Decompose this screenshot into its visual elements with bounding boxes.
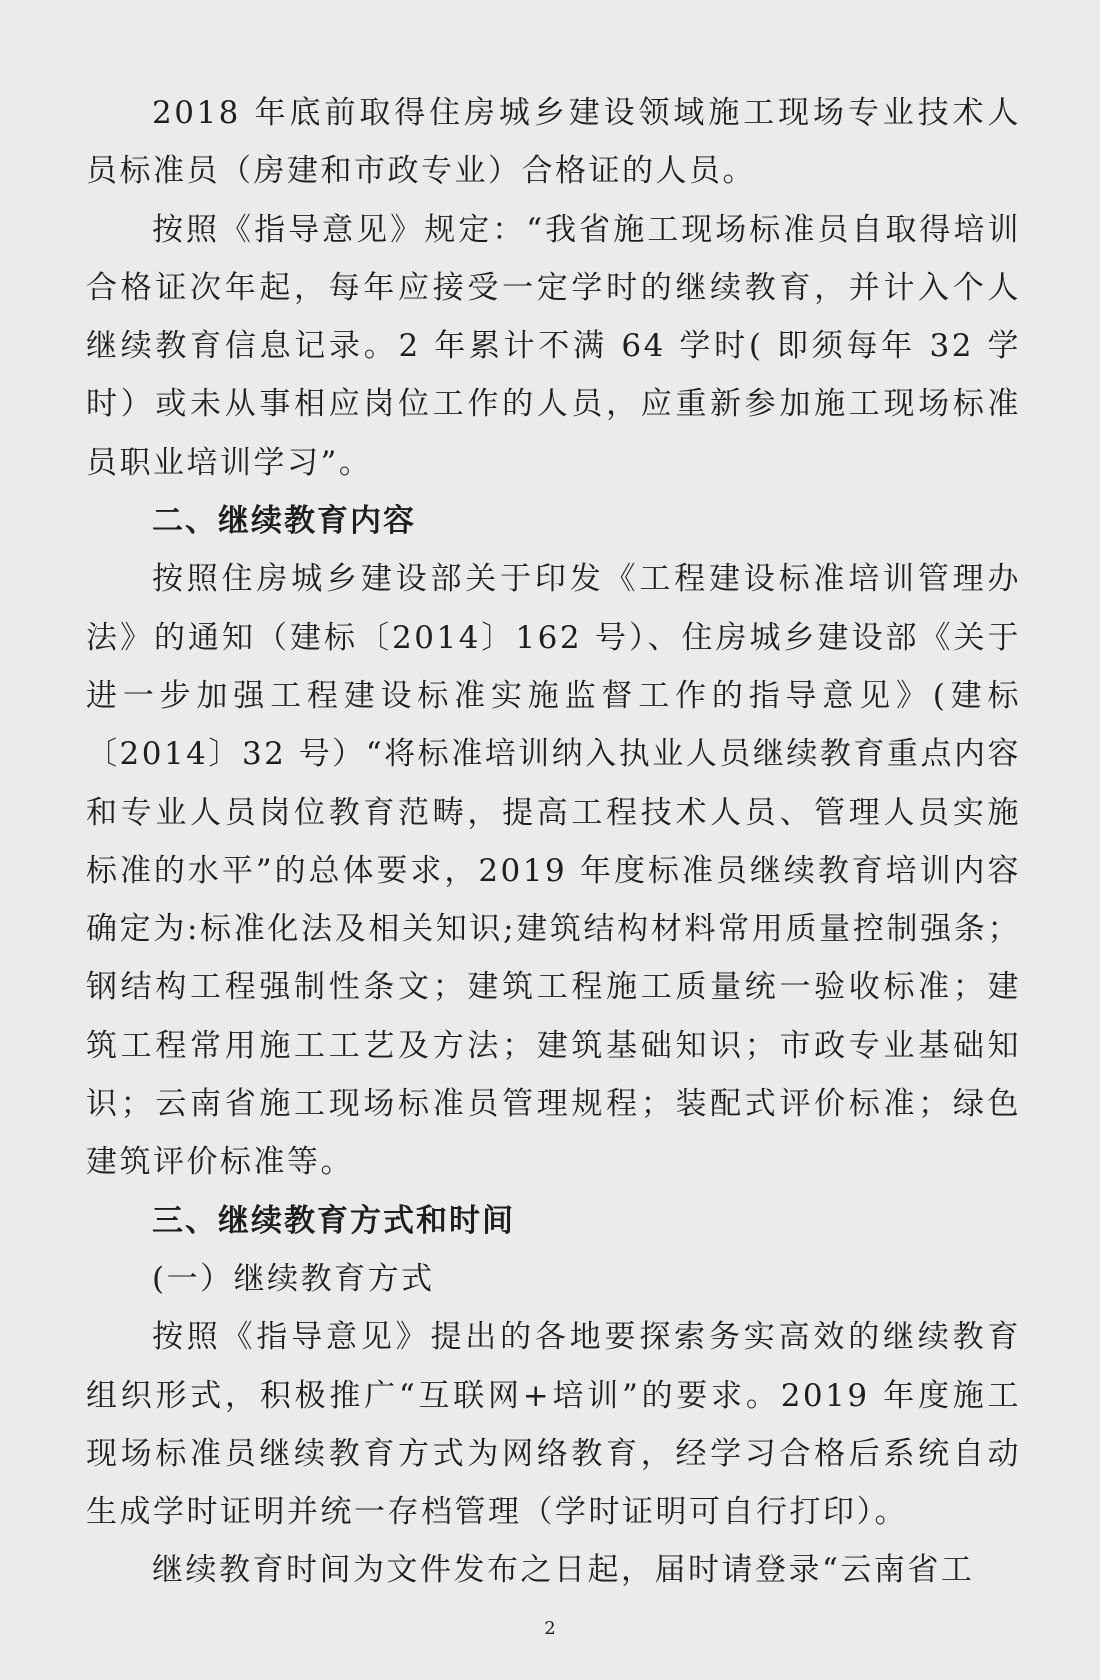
paragraph-eligibility: 2018 年底前取得住房城乡建设领域施工现场专业技术人员标准员（房建和市政专业）合格证的人员。 [86,95,1021,190]
paragraph-training-content: 按照住房城乡建设部关于印发《工程建设标准培训管理办法》的通知（建标〔2014〕162 号）、住房城乡建设部《关于进一步加强工程建设标准实施监督工作的指导意见》(建标〔2014〕32 号）“将标准培训纳入执业人员继续教育重点内容和专业人员岗位教育范畴，提高工程技术人员、管理人员实施标准的水平”的总体要求，2019 年度标准员继续教育培训内容确定为:标准化法及相关知识;建筑结构材料常用质量控制强条；钢结构工程强制性条文；建筑工程施工质量统一验收标准；建筑工程常用施工工艺及方法；建筑基础知识；市政专业基础知识；云南省施工现场标准员管理规程；装配式评价标准；绿色建筑评价标准等。 [86,561,1021,1181]
body-text [86,84,1021,1600]
page-number: 2 [544,1618,556,1639]
subsection-heading-method: (一）继续教育方式 [152,1260,435,1297]
section-heading-method-time: 三、继续教育方式和时间 [152,1202,515,1239]
paragraph-guidance-rule: 按照《指导意见》规定：“我省施工现场标准员自取得培训合格证次年起，每年应接受一定学时的继续教育，并计入个人继续教育信息记录。2 年累计不满 64 学时( 即须每年 32 学时）或未从事相应岗位工作的人员，应重新参加施工现场标准员职业培训学习”。 [86,211,1021,481]
section-heading-content: 二、继续教育内容 [152,503,416,540]
paragraph-online-method: 按照《指导意见》提出的各地要探索务实高效的继续教育组织形式，积极推广“互联网+培训”的要求。2019 年度施工现场标准员继续教育方式为网络教育，经学习合格后系统自动生成学时证明并统一存档管理（学时证明可自行打印）。 [86,1319,1021,1531]
paragraph-time: 继续教育时间为文件发布之日起，届时请登录“云南省工 [152,1552,975,1589]
